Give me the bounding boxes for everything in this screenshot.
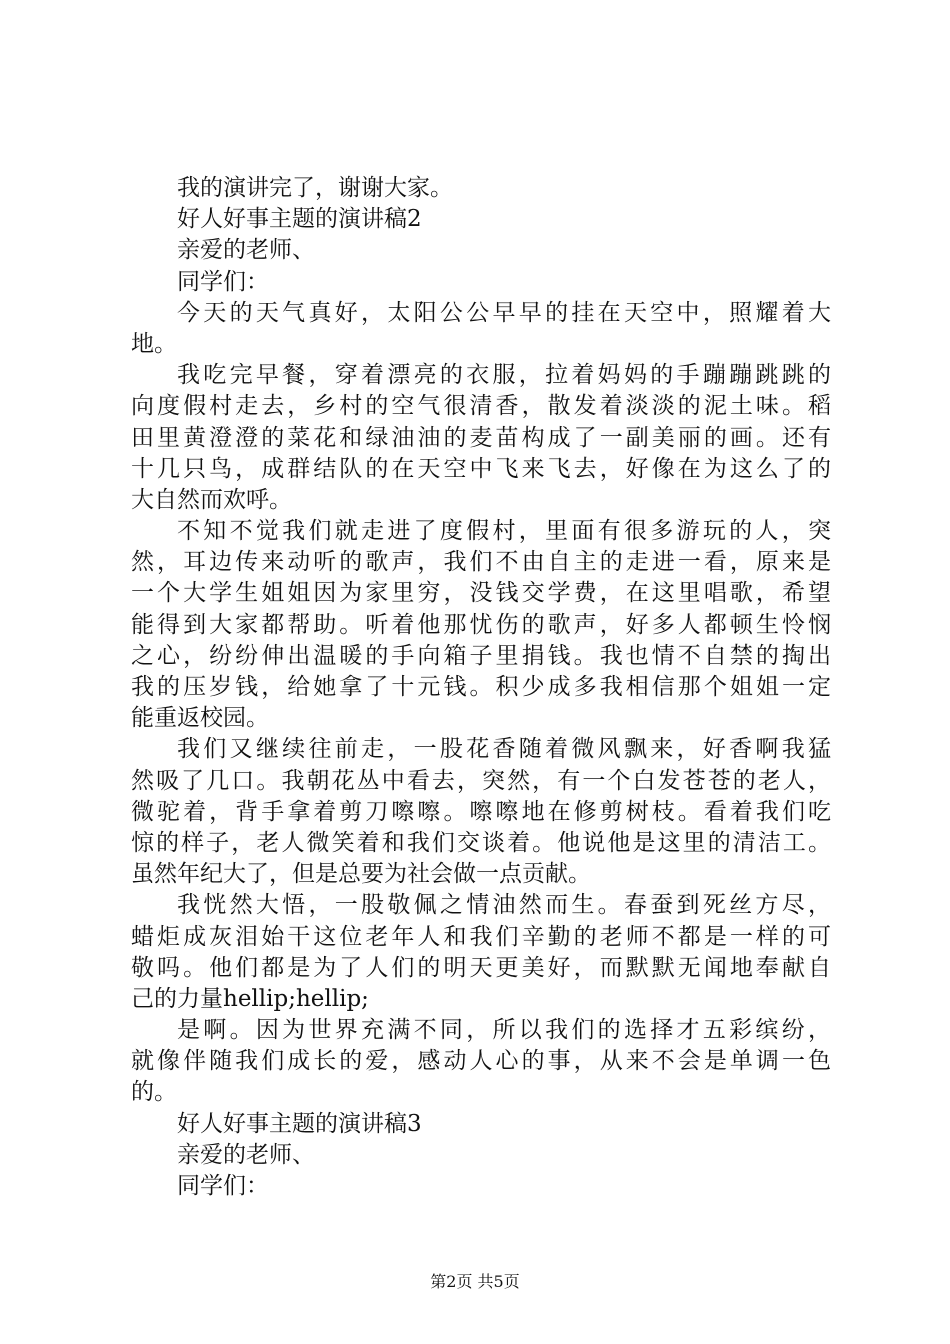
text-line: 然，耳边传来动听的歌声，我们不由自主的走进一看，原来是	[131, 549, 831, 576]
text-line: 之心，纷纷伸出温暖的手向箱子里捐钱。我也情不自禁的掏出	[131, 642, 831, 669]
text-line: 虽然年纪大了，但是总要为社会做一点贡献。	[131, 861, 591, 888]
salutation-line: 亲爱的老师、	[177, 237, 315, 264]
text-line: 十几只鸟，成群结队的在天空中飞来飞去，好像在为这么了的	[131, 455, 831, 482]
salutation-line: 同学们：	[177, 268, 269, 295]
text-line: 能重返校园。	[131, 705, 269, 732]
text-line: 我的演讲完了，谢谢大家。	[177, 175, 453, 201]
text-line: 不知不觉我们就走进了度假村，里面有很多游玩的人，突	[177, 518, 831, 545]
text-line: 一个大学生姐姐因为家里穷，没钱交学费，在这里唱歌，希望	[131, 580, 831, 607]
text-line: 敬吗。他们都是为了人们的明天更美好，而默默无闻地奉献自	[131, 954, 831, 981]
salutation-line: 亲爱的老师、	[177, 1141, 315, 1168]
text-line: 向度假村走去，乡村的空气很清香，散发着淡淡的泥土味。稻	[131, 393, 831, 420]
text-line: 我们又继续往前走，一股花香随着微风飘来，好香啊我猛	[177, 736, 831, 763]
text-line: 我的压岁钱，给她拿了十元钱。积少成多我相信那个姐姐一定	[131, 674, 831, 700]
section-heading: 好人好事主题的演讲稿3	[177, 1110, 422, 1137]
text-line: 惊的样子，老人微笑着和我们交谈着。他说他是这里的清洁工。	[131, 829, 831, 856]
text-line: 就像伴随我们成长的爱，感动人心的事，从来不会是单调一色	[131, 1048, 831, 1075]
section-heading: 好人好事主题的演讲稿2	[177, 206, 422, 233]
page-number-footer: 第2页 共5页	[430, 1272, 520, 1291]
text-line: 微驼着，背手拿着剪刀嚓嚓。嚓嚓地在修剪树枝。看着我们吃	[131, 798, 831, 825]
text-line: 地。	[131, 330, 177, 357]
text-line: 田里黄澄澄的菜花和绿油油的麦苗构成了一副美丽的画。还有	[131, 424, 831, 451]
text-line: 己的力量hellip;hellip;	[131, 985, 369, 1012]
text-line: 蜡炬成灰泪始干这位老年人和我们辛勤的老师不都是一样的可	[131, 923, 831, 950]
text-line: 是啊。因为世界充满不同，所以我们的选择才五彩缤纷，	[177, 1017, 831, 1044]
salutation-line: 同学们：	[177, 1173, 269, 1199]
text-line: 今天的天气真好，太阳公公早早的挂在天空中，照耀着大	[177, 299, 831, 326]
text-line: 然吸了几口。我朝花丛中看去，突然，有一个白发苍苍的老人，	[131, 767, 831, 794]
text-line: 大自然而欢呼。	[131, 486, 292, 513]
text-line: 能得到大家都帮助。听着他那忧伤的歌声，好多人都顿生怜悯	[131, 611, 831, 638]
text-line: 的。	[131, 1079, 177, 1106]
text-line: 我吃完早餐，穿着漂亮的衣服，拉着妈妈的手蹦蹦跳跳的	[177, 362, 831, 389]
text-line: 我恍然大悟，一股敬佩之情油然而生。春蚕到死丝方尽，	[177, 892, 831, 919]
document-body	[131, 173, 831, 1202]
